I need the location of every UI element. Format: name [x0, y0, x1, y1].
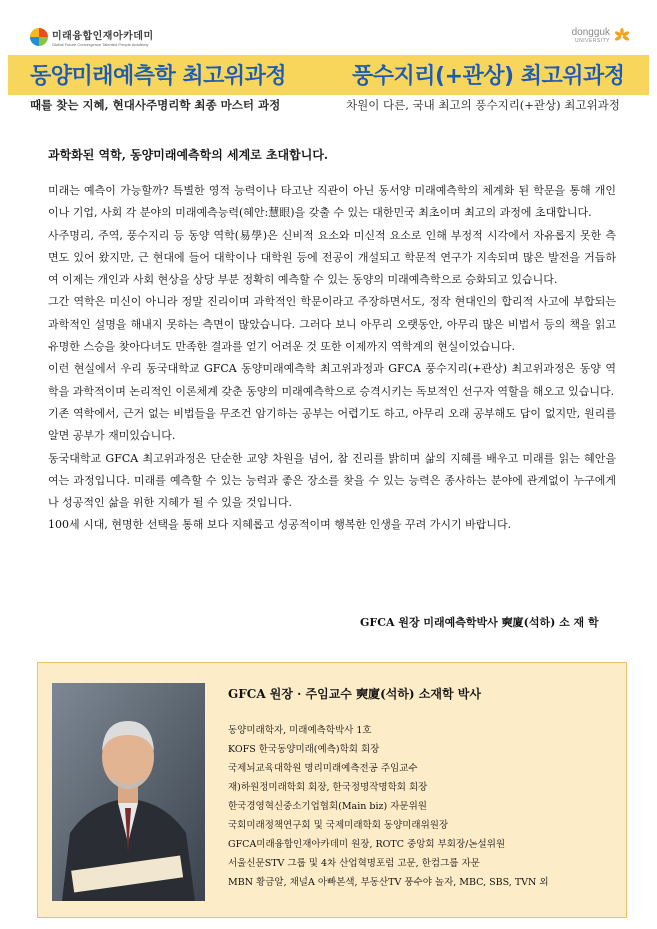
career-list [228, 721, 549, 892]
university-logo-name: dongguk [571, 27, 610, 38]
university-logo-sub: UNIVERSITY [574, 38, 610, 44]
letter-paragraph: 기존 역학에서, 근거 없는 비법들을 무조건 암기하는 공부는 어렵기도 하고, 아무리 오래 공부해도 답이 없지만, 원리를 알면 공부가 재미있습니다. [48, 406, 616, 443]
banner-title-oriental-forecasting: 동양미래예측학 최고위과정 [30, 64, 287, 89]
university-logo [572, 27, 631, 45]
letter-title: 과학화된 역학, 동양미래예측학의 세계로 초대합니다. [48, 148, 329, 162]
letter-body [48, 180, 616, 537]
letter-paragraph: 동국대학교 GFCA 최고위과정은 단순한 교양 차원을 넘어, 참 진리를 밝히며 삶의 지혜를 배우고 미래를 읽는 혜안을 여는 과정입니다. 미래를 예측할 수 있는 능력과 좋은 장소를 찾을 수 있는 능력은 종사하는 분야에 관계없이 누구에게나 성공적인 삶을 위한 지혜가 될 수 있을 것입니다. [48, 451, 616, 510]
career-item: 국회미래정책연구회 및 국제미래학회 동양미래위원장 [228, 820, 449, 831]
profile-name: GFCA 원장 · 주임교수 奭廈(석하) 소재학 박사 [228, 687, 481, 701]
letter-paragraph: 그간 역학은 미신이 아니라 정말 진리이며 과학적인 학문이라고 주장하면서도, 정작 현대인의 합리적 사고에 부합되는 과학적인 설명을 해내지 못하는 측면이 많았습니다. 그러다 보니 아무리 오랫동안, 아무리 많은 비법서 등의 책을 읽고 유명한 스승을 찾아다녀도 만족한 결과를 얻기 어려운 것 또한 이제까지 역학계의 현실이었습니다. [48, 295, 616, 354]
letter-signature: GFCA 원장 미래예측학박사 奭廈(석하) 소 재 학 [360, 616, 599, 629]
career-item: 한국경영혁신중소기업협회(Main biz) 자문위원 [228, 801, 427, 812]
career-item: 재)하원정미래학회 회장, 한국정명작명학회 회장 [228, 782, 428, 793]
academy-logo-subtitle: Global Future Convergence Talented People Academy [52, 42, 149, 47]
academy-logo-title: 미래융합인재아카데미 [52, 31, 154, 42]
course-banner [8, 55, 649, 95]
career-item: 동양미래학자, 미래예측학박사 1호 [228, 725, 372, 736]
career-item: GFCA미래융합인재아카데미 원장, ROTC 중앙회 부회장/논설위원 [228, 839, 506, 850]
lotus-icon [613, 27, 631, 45]
profile-box [37, 662, 627, 918]
career-item: 서울신문STV 그룹 및 4차 산업혁명포럼 고문, 한컴그룹 자문 [228, 858, 480, 869]
portrait-illustration [52, 683, 205, 901]
banner-title-fengshui: 풍수지리(+관상) 최고위과정 [352, 64, 625, 89]
letter-paragraph: 이런 현실에서 우리 동국대학교 GFCA 동양미래예측학 최고위과정과 GFCA 풍수지리(+관상) 최고위과정은 동양 역학을 과학적이며 논리적인 이론체계 갖춘 동양의 미래예측학으로 승격시키는 독보적인 선구자 역할을 해오고 있습니다. [48, 362, 616, 398]
letter-paragraph: 100세 시대, 현명한 선택을 통해 보다 지혜롭고 성공적이며 행복한 인생을 꾸려 가시기 바랍니다. [48, 518, 512, 532]
academy-logo-icon [30, 28, 48, 46]
career-item: 국제뇌교육대학원 명리미래예측전공 주임교수 [228, 763, 418, 774]
career-item: MBN 황금알, 채널A 아빠본색, 부동산TV 풍수야 놀자, MBC, SBS, TVN 외 [228, 877, 549, 888]
profile-photo [52, 683, 205, 901]
letter-paragraph: 사주명리, 주역, 풍수지리 등 동양 역학(易學)은 신비적 요소와 미신적 요소로 인해 부정적 시각에서 자유롭지 못한 측면도 있어 왔지만, 근 현대에 들어 대학이나 대학원 등에 전공이 개설되고 학문적 연구가 지속되며 많은 발전을 거듭하여 이제는 개인과 사회 현상을 상당 부분 정확히 예측할 수 있는 동양의 미래예측학으로 승화되고 있습니다. [48, 228, 616, 287]
banner-subtitle-right: 차원이 다른, 국내 최고의 풍수지리(+관상) 최고위과정 [346, 98, 620, 112]
career-item: KOFS 한국동양미래(예측)학회 회장 [228, 744, 380, 755]
academy-logo [30, 27, 154, 47]
banner-subtitle-left: 때를 찾는 지혜, 현대사주명리학 최종 마스터 과정 [30, 98, 281, 112]
top-bar [0, 0, 657, 55]
letter-paragraph: 미래는 예측이 가능할까? 특별한 영적 능력이나 타고난 직관이 아닌 동서양 미래예측학의 체계화 된 학문을 통해 개인이나 기업, 사회 각 분야의 미래예측능력(혜안:慧眼)을 갖출 수 있는 대한민국 최초이며 최고의 과정에 초대합니다. [48, 184, 616, 220]
